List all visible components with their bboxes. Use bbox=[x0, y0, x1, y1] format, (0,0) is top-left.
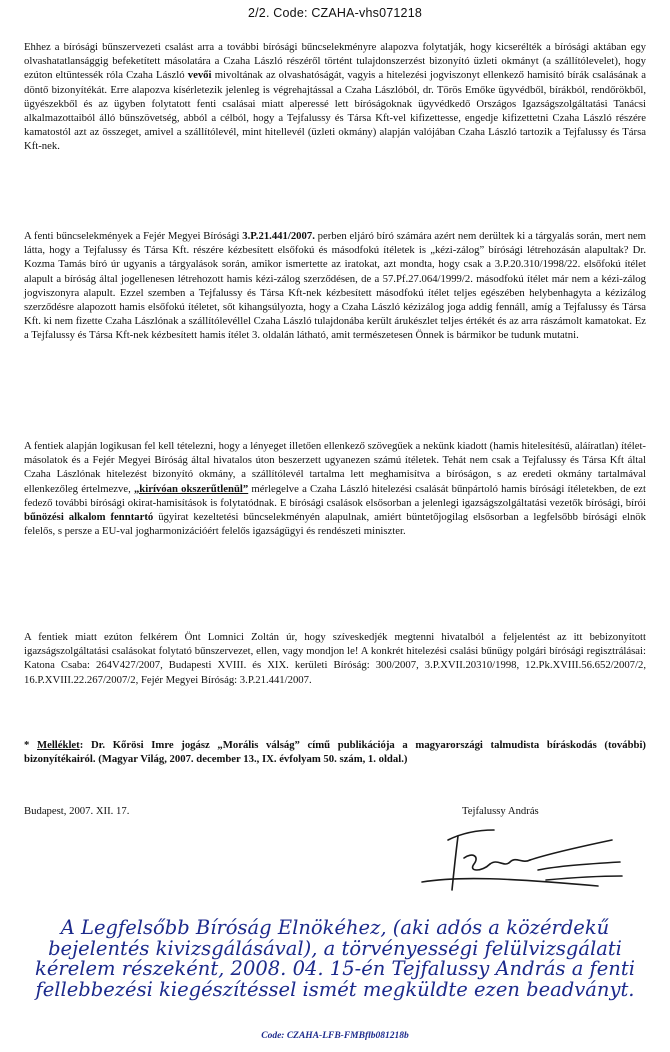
paragraph-2-text-a: A fenti bűncselekmények a Fejér Megyei Bírósági bbox=[24, 230, 243, 242]
paragraph-1-emphasis: vevői bbox=[187, 69, 212, 82]
date-place: Budapest, 2007. XII. 17. bbox=[24, 805, 130, 817]
paragraph-1-text-a: Ehhez a bírósági bűnszervezeti csalást arra a további bírósági bűncselekményre alapozva folytatják, hogy kicserélték a bírósági aktában egy olvashatatlansággig befeketített másolatára a Czaha László részéről történt tulajdonszerzést bizonyító üzleti okmányt (a szállítólevelet), hogy ezúton eltüntessék róla Czaha László bbox=[24, 41, 646, 82]
paragraph-3-text-e: ügyirat kezeltetési bűncselekményén alapulnak, amiért büntetőjogilag elsősorban a legfelsőbb bírósági elnök felelős, s persze a EU-val jogharmonizációért felelős igazságügyi és rendészeti miniszter. bbox=[24, 511, 646, 538]
paragraph-2-case-number: 3.P.21.441/2007. bbox=[242, 230, 315, 242]
handwritten-signature bbox=[398, 818, 628, 898]
paragraph-4 bbox=[24, 630, 646, 687]
paragraph-4-text: A fentiek miatt ezúton felkérem Önt Lomnici Zoltán úr, hogy szíveskedjék megtenni hivatalból a feljelentést az itt bebizonyított igazságszolgáltatási csalásokat folytató bűnszervezet, ellen, vagy mondjon le! A konkrét hitelezési csalási bűnügy polgári bírósági regisztrálásai: Katona Csaba: 264V427/2007, Budapesti XVIII. és XIX. kerületi Bíróság: 300/2007, 3.P.XVII.20310/1998, 12.Pk.XVIII.56.652/2007/2, 16.P.XVIII.22.267/2007/2, Fejér Megyei Bíróság: 3.P.21.441/2007. bbox=[24, 631, 646, 686]
paragraph-1-text-c: mivoltának az olvashatóságát, vagyis a hitelezési jogviszonyt ellenkező hamisító bírák csalásának a döntő bizonyítékát. Erre alapozva kísérletezik jelenleg is végrehajtással a Czaha Lászlóból, dr. Törös Emőke ügyvédből, bírákból, rendőrökből, ügyészekből és az ügyben folytatott fenti csalásai miatt alperessé lett bíróságoknak ügyvédkedő Országos Igazságszolgáltatási Tanácsi alkalmazottaiból álló bűnszövetség, abból a célból, hogy a Tejfalussy és Társa Kft-vel kifizettesse, engedje kifizettetni Czaha László részére kamatostól azt az összeget, amivel a szállítólevél, mint hitellevél (üzleti okmány) alapján valójában Czaha László tartozik a Tejfalussy és Társa Kft-nek. bbox=[24, 69, 646, 153]
paragraph-3-quote: „kirívóan okszerűtlenül” bbox=[133, 482, 249, 495]
document-code-footer: Code: CZAHA-LFB-FMBflb081218b bbox=[261, 1031, 409, 1041]
signer-name: Tejfalussy András bbox=[462, 805, 539, 817]
document-code-header: 2/2. Code: CZAHA-vhs071218 bbox=[247, 6, 423, 20]
paragraph-3 bbox=[24, 439, 646, 538]
paragraph-3-text-c: mérlegelve a Czaha László hitelezési csalását bűnpártoló hamis bírósági ítéletekben, de ezt fedező további bírósági okirat-hamisítások is folytatódnak. E bírósági csalások elsősorban a jelenlegi igazságszolgáltatási vezetők bírósági, bírói bbox=[24, 482, 646, 509]
footer-note: A Legfelsőbb Bíróság Elnökéhez, (aki adós a közérdekű bejelentés kivizsgálásával), a törvényességi felülvizsgálati kérelem részeként, 2008. 04. 15-én Tejfalussy András a fenti fellebbezési kiegészítéssel ismét megküldte ezen beadványt. bbox=[35, 916, 635, 1001]
paragraph-2 bbox=[24, 229, 646, 343]
paragraph-2-text-c: perben eljáró bíró számára azért nem derültek ki a tárgyalás során, mert nem látta, hogy a Tejfalussy és Társa Kft. részére kézbesített elsőfokú és másodfokú ítéletek is „kézi-zálog” bírósági létrehozásán alapultak? Dr. Kozma Tamás bíró úr ugyanis a tárgyalások során, amikor ismertette az iratokat, azt mondta, hogy csak a 3.P.20.310/1998/22. elsőfokú ítélet alapult a bíróság által jogellenesen létrehozott hamis kézi-zálog szerződésen, de a 57.Pf.27.064/1999/2. másodfokú ítélet már nem a kézi-zálog jogviszonyra alapult. Ezzel szemben a Tejfalussy és Társa Kft-nek kézbesített másodfokú ítélet teljes egészében helybenhagyta a kézizálog szerződésre alapozott hamis elsőfokú ítéletet, sőt kihangsúlyozta, hogy a Czaha László kézizálog joga addig fennáll, amíg a Tejfalussy és Társa Kft. ki nem fizette Czaha Lászlónak a szállítólevéllel Czaha László tulajdonába került árukészlet teljes értékét és az arra rászámolt kamatokat. Ez a Tejfalussy és Társa Kft-nek kézbesített hamis ítélet 3. oldalán látható, amit természetesen Önnek is bármikor be tudunk mutatni. bbox=[24, 230, 646, 342]
attachment-text: : Dr. Kőrösi Imre jogász „Morális válság” című publikációja a magyarországi talmudista bíráskodás (további) bizonyítékairól. (Magyar Világ, 2007. december 13., IX. évfolyam 50. szám, 1. oldal.) bbox=[24, 739, 646, 766]
paragraph-3-text-a: A fentiek alapján logikusan fel kell tételezni, hogy a lényeget illetően ellenkező szövegűek a nekünk kiadott (hamis hitelesítésű, aláíratlan) ítélet-másolatok és a Fejér Megyei Bíróság által hivatalos úton beszerzett ugyanezen számú ítéletek. Tehát nem csak a Tejfalussy és Társa Kft által Czaha Lászlónak hitelezést bizonyító okmány, a szállítólevél tartalma lett meghamisítva a bíróságon, s az eredeti okmány tartalmával ellenkezőleg értelmezve, bbox=[24, 440, 646, 495]
paragraph-1 bbox=[24, 40, 646, 154]
attachment-star: * bbox=[24, 739, 37, 751]
attachment-label: Melléklet bbox=[37, 739, 80, 751]
attachment-note bbox=[24, 738, 646, 766]
paragraph-3-emphasis: bűnözési alkalom fenntartó bbox=[24, 511, 154, 524]
